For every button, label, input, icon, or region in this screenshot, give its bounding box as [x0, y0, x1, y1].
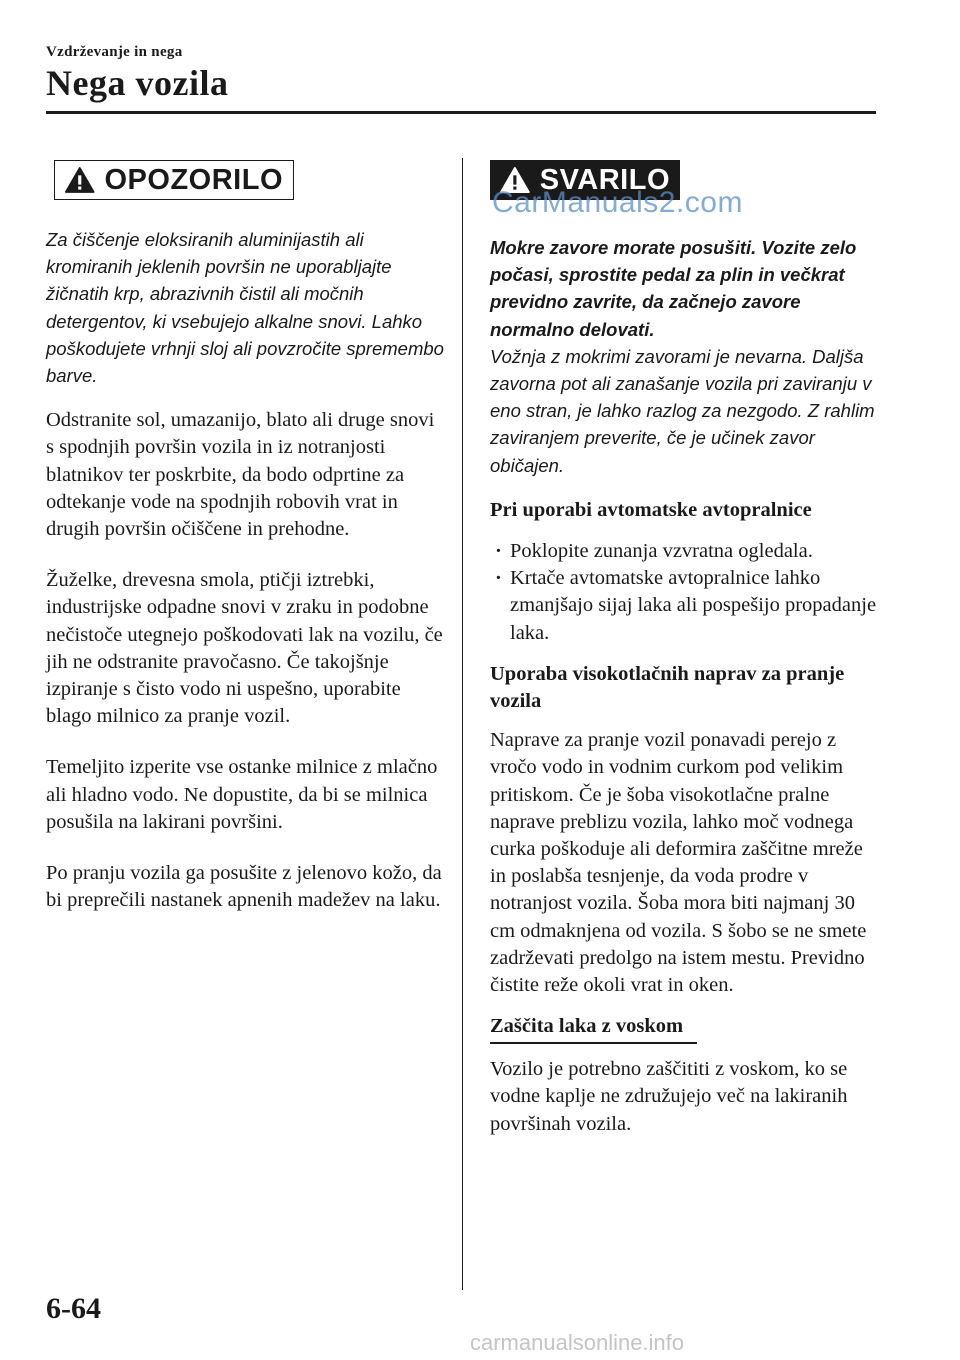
list-item: · Poklopite zunanja vzvratna ogledala. — [490, 538, 880, 565]
right-column — [490, 160, 880, 1138]
pressure-washer-text: Naprave za pranje vozil ponavadi perejo z vročo vodo in vodnim curkom pod velikim pritiskom. Če je šoba visokotlačne pralne naprave preblizu vozila, lahko moč vodnega curka poškoduje ali deformira zaščitne mreže in poslabša tesnjenje, da voda prodre v notranjost vozila. Šoba mora biti najmanj 30 cm odmaknjena od vozila. S šobo se ne smete zadrževati predolgo na istem mestu. Previdno čistite reže okoli vrat in oken. — [490, 729, 867, 997]
paragraph-insects: Žuželke, drevesna smola, ptičji iztrebki, industrijske odpadne snovi v zraku in podobne nečistoče utegnejo poškodovati lak na vozilu, če jih ne odstranite pravočasno. Če takojšnje izpiranje s čisto vodo ni uspešno, uporabite blago milnico za pranje vozil. — [46, 569, 443, 728]
paragraph-dry: Po pranju vozila ga posušite z jelenovo kožo, da bi preprečili nastanek apnenih madežev na laku. — [46, 862, 442, 912]
heading-pressure-washer: Uporaba visokotlačnih naprav za pranje vozila — [490, 662, 845, 713]
left-column — [46, 160, 446, 914]
caution-text: Vožnja z mokrimi zavorami je nevarna. Daljša zavorna pot ali zanašanje vozila pri zaviranju v eno stran, je lahko razlog za nezgodo. Z rahlim zaviranjem preverite, če je učinek zavor običajen. — [490, 345, 875, 476]
warning-header — [54, 160, 294, 200]
caution-bold-text: Mokre zavore morate posušiti. Vozite zelo počasi, sprostite pedal za plin in večkrat previdno zavrite, da začnejo zavore normalno delovati. — [490, 237, 857, 340]
heading-automatic-wash: Pri uporabi avtomatske avtopralnice — [490, 498, 812, 521]
paragraph-rinse: Temeljito izperite vse ostanke milnice z mlačno ali hladno vodo. Ne dopustite, da bi se milnica posušila na lakirani površini. — [46, 756, 438, 833]
title-rule — [46, 111, 876, 114]
caution-label: SVARILO — [539, 163, 670, 196]
warning-text: Za čiščenje eloksiranih aluminijastih ali kromiranih jeklenih površin ne uporabljajte žičnatih krp, abrazivnih čistil ali močnih detergentov, ki vsebujejo alkalne snovi. Lahko poškodujete vrhnji sloj ali povzročite spremembo barve. — [46, 229, 444, 387]
warning-label: OPOZORILO — [104, 163, 283, 196]
page-number: 6-64 — [46, 1292, 101, 1325]
site-watermark: carmanualsonline.info — [470, 1330, 685, 1355]
wax-text: Vozilo je potrebno zaščititi z voskom, ko se vodne kaplje ne združujejo več na lakiranih površinah vozila. — [490, 1058, 848, 1135]
watermark: CarManuals2.com — [492, 186, 743, 219]
warning-triangle-icon — [65, 166, 95, 194]
column-divider — [462, 158, 463, 1290]
paragraph-salt: Odstranite sol, umazanijo, blato ali druge snovi s spodnjih površin vozila in iz notranjosti blatnikov ter poskrbite, da bodo odprtine za odtekanje vode na spodnjih robovih vrat in drugih površin očiščene in prehodne. — [46, 409, 435, 541]
list-item: · Krtače avtomatske avtopralnice lahko zmanjšajo sijaj laka ali pospešijo propadanje laka. — [490, 565, 880, 647]
section-label: Vzdrževanje in nega — [46, 44, 183, 60]
page-title: Nega vozila — [46, 63, 229, 103]
auto-wash-list — [490, 538, 880, 647]
heading-wax-protection: Zaščita laka z voskom — [490, 1013, 697, 1044]
